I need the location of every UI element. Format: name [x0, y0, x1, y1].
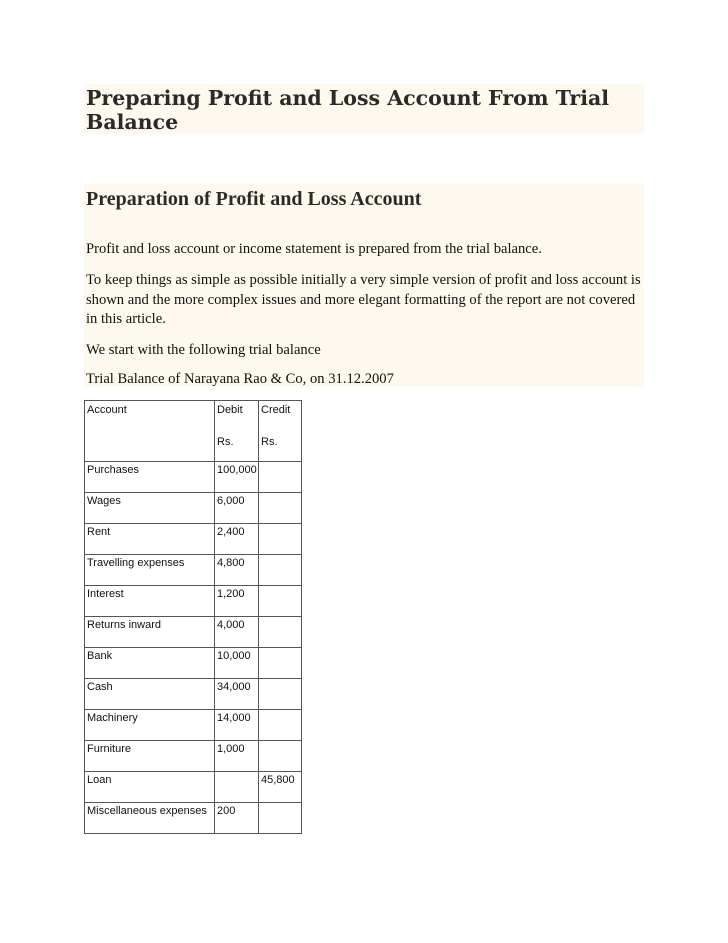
- table-row: [85, 679, 302, 710]
- cell-account: Wages: [85, 493, 215, 524]
- intro-paragraph: Profit and loss account or income statement is prepared from the trial balance.: [86, 241, 542, 257]
- cell-account: Interest: [85, 586, 215, 617]
- cell-credit: [259, 679, 302, 710]
- header-debit: Debit Rs.: [215, 401, 259, 462]
- cell-account: Returns inward: [85, 617, 215, 648]
- cell-account: Bank: [85, 648, 215, 679]
- trial-balance-table: [84, 400, 302, 834]
- cell-debit: 4,800: [215, 555, 259, 586]
- cell-credit: [259, 617, 302, 648]
- cell-account: Rent: [85, 524, 215, 555]
- cell-debit: 1,200: [215, 586, 259, 617]
- cell-debit: 34,000: [215, 679, 259, 710]
- table-row: [85, 586, 302, 617]
- cell-credit: [259, 803, 302, 834]
- cell-debit: [215, 772, 259, 803]
- cell-debit: 14,000: [215, 710, 259, 741]
- cell-debit: 100,000: [215, 462, 259, 493]
- cell-account: Machinery: [85, 710, 215, 741]
- cell-credit: [259, 524, 302, 555]
- cell-credit: [259, 741, 302, 772]
- cell-credit: [259, 586, 302, 617]
- table-row: [85, 555, 302, 586]
- table-row: [85, 462, 302, 493]
- page-title: Preparing Profit and Loss Account From Trial Balance: [86, 86, 610, 134]
- cell-account: Loan: [85, 772, 215, 803]
- header-account: Account: [85, 401, 215, 462]
- cell-account: Travelling expenses: [85, 555, 215, 586]
- cell-credit: [259, 462, 302, 493]
- cell-account: Purchases: [85, 462, 215, 493]
- table-row: [85, 803, 302, 834]
- table-row: [85, 493, 302, 524]
- table-row: [85, 524, 302, 555]
- simplicity-paragraph: To keep things as simple as possible initially a very simple version of profit and loss account is shown and the more complex issues and more elegant formatting of the report are not covered in this article.: [86, 272, 641, 327]
- cell-credit: [259, 555, 302, 586]
- table-row: [85, 648, 302, 679]
- cell-debit: 10,000: [215, 648, 259, 679]
- start-paragraph: We start with the following trial balance: [86, 342, 321, 358]
- section-title: Preparation of Profit and Loss Account: [86, 188, 422, 210]
- cell-credit: [259, 493, 302, 524]
- cell-credit: 45,800: [259, 772, 302, 803]
- cell-credit: [259, 648, 302, 679]
- cell-credit: [259, 710, 302, 741]
- cell-debit: 200: [215, 803, 259, 834]
- cell-debit: 6,000: [215, 493, 259, 524]
- cell-debit: 1,000: [215, 741, 259, 772]
- cell-debit: 4,000: [215, 617, 259, 648]
- cell-debit: 2,400: [215, 524, 259, 555]
- cell-account: Furniture: [85, 741, 215, 772]
- header-credit: Credit Rs.: [259, 401, 302, 462]
- table-row: [85, 617, 302, 648]
- cell-account: Miscellaneous expenses: [85, 803, 215, 834]
- table-header-row: [85, 401, 302, 462]
- cell-account: Cash: [85, 679, 215, 710]
- table-caption: Trial Balance of Narayana Rao & Co, on 31.12.2007: [86, 371, 394, 387]
- table-row: [85, 741, 302, 772]
- table-row: [85, 772, 302, 803]
- table-row: [85, 710, 302, 741]
